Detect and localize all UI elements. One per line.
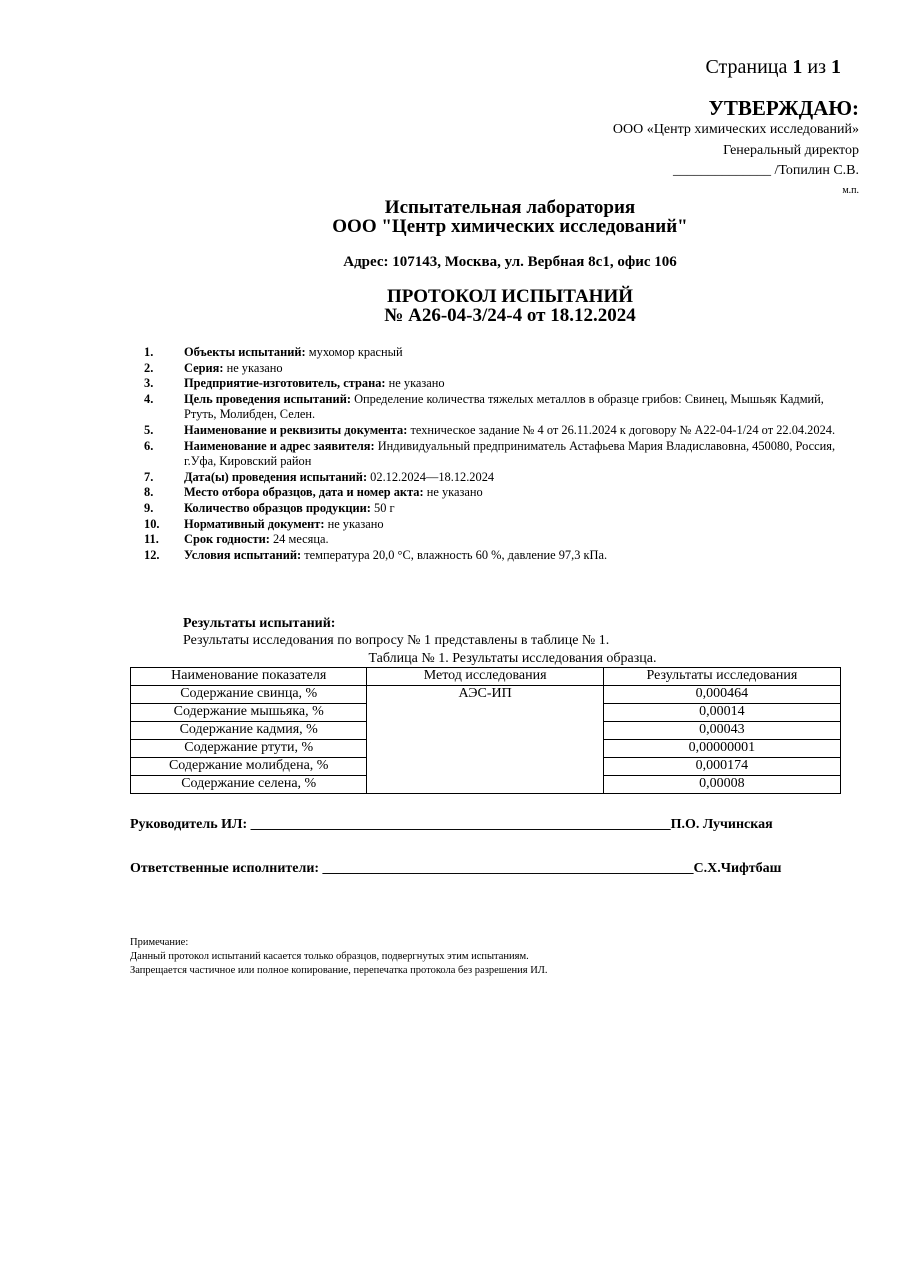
indicator-cell: Содержание молибдена, % xyxy=(131,758,367,776)
note-line: Запрещается частичное или полное копирование, перепечатка протокола без разрешения ИЛ. xyxy=(130,965,548,976)
list-item: 10. Нормативный документ: не указано xyxy=(144,516,384,531)
footnote xyxy=(130,936,548,978)
indicator-cell: Содержание ртути, % xyxy=(131,740,367,758)
indicator-cell: Содержание мышьяка, % xyxy=(131,704,367,722)
list-item: 2. Серия: не указано xyxy=(144,360,283,375)
table-header-row xyxy=(131,668,841,686)
table-header-cell: Результаты исследования xyxy=(603,668,840,686)
note-line: Данный протокол испытаний касается только образцов, подвергнутых этим испытаниям. xyxy=(130,951,529,962)
approve-heading: УТВЕРЖДАЮ: xyxy=(708,96,859,120)
results-title: Результаты испытаний: xyxy=(183,616,336,631)
protocol-number: № А26-04-3/24-4 от 18.12.2024 xyxy=(384,305,636,326)
list-item: 7. Дата(ы) проведения испытаний: 02.12.2024—18.12.2024 xyxy=(144,469,495,484)
table-header-cell: Наименование показателя xyxy=(131,668,367,686)
executors-signature: Ответственные исполнители: _____________________________________________________С.Х.Чифтбаш xyxy=(130,861,782,876)
protocol-title: ПРОТОКОЛ ИСПЫТАНИЙ xyxy=(386,286,634,307)
table-caption: Таблица № 1. Результаты исследования образца. xyxy=(368,651,657,666)
list-item: 5. Наименование и реквизиты документа: техническое задание № 4 от 26.11.2024 к договору № А22-04-1/24 от 22.04.2024. xyxy=(144,422,836,437)
head-signature: Руководитель ИЛ: ____________________________________________________________П.О. Лучинская xyxy=(130,817,773,832)
result-cell: 0,00043 xyxy=(603,722,840,740)
list-item: 3. Предприятие-изготовитель, страна: не указано xyxy=(144,376,445,391)
list-item: 11. Срок годности: 24 месяца. xyxy=(144,532,329,547)
list-item: 8. Место отбора образцов, дата и номер акта: не указано xyxy=(144,485,483,500)
results-table xyxy=(130,667,841,794)
indicator-cell: Содержание кадмия, % xyxy=(131,722,367,740)
approver-signature: ______________ /Топилин С.В. xyxy=(672,163,859,178)
approver-position: Генеральный директор xyxy=(723,143,859,158)
page-number: Страница 1 из 1 xyxy=(705,56,841,78)
result-cell: 0,00008 xyxy=(603,776,840,794)
lab-title: Испытательная лаборатория xyxy=(384,197,636,218)
result-cell: 0,00014 xyxy=(603,704,840,722)
list-item: 6. Наименование и адрес заявителя: Индивидуальный предприниматель Астафьева Мария Владиславовна, 450080, Россия, г.Уфа, Кировский район xyxy=(144,438,836,469)
list-item: 9. Количество образцов продукции: 50 г xyxy=(144,500,395,515)
results-description: Результаты исследования по вопросу № 1 представлены в таблице № 1. xyxy=(183,633,610,648)
list-item: 1. Объекты испытаний: мухомор красный xyxy=(144,345,403,359)
protocol-items-list xyxy=(130,345,845,563)
table-row xyxy=(131,686,841,704)
list-item: 12. Условия испытаний: температура 20,0 °С, влажность 60 %, давление 97,3 кПа. xyxy=(144,547,608,562)
lab-org: ООО "Центр химических исследований" xyxy=(332,216,688,237)
result-cell: 0,000464 xyxy=(603,686,840,704)
indicator-cell: Содержание селена, % xyxy=(131,776,367,794)
approver-org: ООО «Центр химических исследований» xyxy=(612,122,859,137)
indicator-cell: Содержание свинца, % xyxy=(131,686,367,704)
lab-address: Адрес: 107143, Москва, ул. Вербная 8с1, офис 106 xyxy=(343,254,677,270)
list-item: 4. Цель проведения испытаний: Определение количества тяжелых металлов в образце грибов: Свинец, Мышьяк Кадмий, Ртуть, Молибден, Селен. xyxy=(144,391,824,422)
note-title: Примечание: xyxy=(130,937,189,948)
stamp-label: м.п. xyxy=(842,185,859,196)
result-cell: 0,000174 xyxy=(603,758,840,776)
table-header-cell: Метод исследования xyxy=(367,668,603,686)
method-cell: АЭС-ИП xyxy=(367,686,603,794)
result-cell: 0,00000001 xyxy=(603,740,840,758)
